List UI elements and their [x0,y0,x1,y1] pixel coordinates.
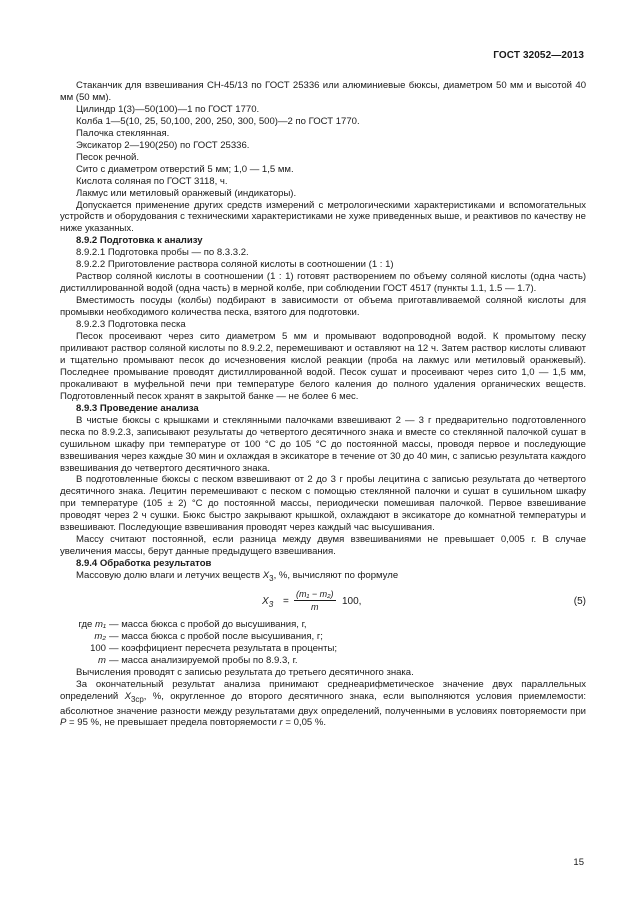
paragraph: Кислота соляная по ГОСТ 3118, ч. [76,175,228,187]
formula-5 [60,587,586,617]
formula-lhs [262,596,273,611]
paragraph: 8.9.2.2 Приготовление раствора соляной кислоты в соотношении (1 : 1) [76,259,394,271]
text-run: , %, вычисляют по формуле [273,570,399,582]
paragraph: Эксикатор 2—190(250) по ГОСТ 25336. [76,139,250,151]
definition-symbol [60,631,109,643]
document-body [60,80,586,729]
definition-prefix: где [78,618,96,630]
section-heading: 8.9.3 Проведение анализа [76,402,199,414]
text-run: Массовую долю влаги и летучих веществ [76,570,263,582]
paragraph: 8.9.2.3 Подготовка песка [76,319,186,331]
text-run: = 95 %, не превышает предела повторяемости [66,717,280,729]
paragraph: Колба 1—5(10, 25, 50,100, 200, 250, 300, 500)—2 по ГОСТ 1770. [76,115,360,127]
definition-symbol [60,619,109,631]
text-run: = 0,05 %. [282,717,326,729]
symbol: m₁ [95,618,106,630]
formula-multiplier: 100, [342,595,362,607]
paragraph [60,679,586,730]
formula-variable: X [262,595,269,607]
standard-header: ГОСТ 32052—2013 [493,50,584,61]
definition-text: — масса бюкса с пробой после высушивания, г; [109,630,323,642]
paragraph: Раствор соляной кислоты в соотношении (1 : 1) готовят растворением по объему соляной кислоты (одна часть) дистиллированной водой (одна часть) в мерной колбе, при соблюдении ГОСТ 4517 (пункты 1.1, 1.5 — 1.7). [60,271,586,295]
paragraph: Лакмус или метиловый оранжевый (индикаторы). [76,187,297,199]
definition-row [60,655,586,667]
formula-equals: = [283,595,289,607]
formula-subscript: 3 [268,598,274,609]
definition-row [60,631,586,643]
variable: X [262,570,270,582]
formula-number: (5) [573,595,586,607]
paragraph: Цилиндр 1(3)—50(100)—1 по ГОСТ 1770. [76,103,260,115]
page-number: 15 [573,857,584,868]
subscript: 3ср [130,694,144,704]
section-heading: 8.9.2 Подготовка к анализу [76,235,203,247]
definition-text: — коэффициент пересчета результата в проценты; [109,642,338,654]
paragraph: Вместимость посуды (колбы) подбирают в зависимости от объема приготавливаемой соляной кислоты для промывки необходимого количества песка, взятого для подготовки. [60,295,586,319]
symbol: m [98,654,106,666]
symbol: m₂ [94,630,106,642]
paragraph: Сито с диаметром отверстий 5 мм; 1,0 — 1,5 мм. [76,163,294,175]
paragraph: Допускается применение других средств измерений с метрологическими характеристиками и вспомогательных устройств и оборудования с техническими характеристиками не хуже приведенных выше, и реактивов по качеству не ниже указанных. [60,199,586,235]
definition-symbol [60,655,109,667]
variable: r [279,717,283,729]
paragraph: В чистые бюксы с крышками и стеклянными палочками взвешивают 2 — 3 г предварительно подготовленного песка по 8.9.2.3, записывают результаты до четвертого десятичного знака и вместе со стеклянной палочкой сушат в сушильном шкафу при температуре от 100 °С до 105 °С до постоянной массы, проводя первое и последующие взвешивания через каждые 30 мин и охлаждая в эксикаторе в течение от 30 до 40 мин, с записью результата каждого взвешивания до четвертого десятичного знака. [60,414,586,474]
paragraph: Палочка стеклянная. [76,127,170,139]
formula-numerator: (m₁ − m₂) [296,588,334,599]
paragraph: Вычисления проводят с записью результата до третьего десятичного знака. [76,666,414,678]
variable: X [124,690,131,702]
paragraph: В подготовленные бюксы с песком взвешивают от 2 до 3 г пробы лецитина с записью результата до четвертого десятичного знака. Лецитин перемешивают с песком с помощью стеклянной палочки и сушат в сушильном шкафу при температуре (105 ± 2) °С до постоянной массы, периодически помешивая палочкой. Первое взвешивание проводят через 2 ч сушки. Бюкс быстро закрывают крышкой, охлаждают в эксикаторе до комнатной температуры и взвешивают. Последующие взвешивания проводят через каждый час высушивания. [60,474,586,534]
paragraph: Стаканчик для взвешивания СН-45/13 по ГОСТ 25336 или алюминиевые бюксы, диаметром 50 мм и высотой 40 мм (50 мм). [60,80,586,103]
paragraph: 8.9.2.1 Подготовка пробы — по 8.3.3.2. [76,247,249,259]
paragraph: Массу считают постоянной, если разница между двумя взвешиваниями не превышает 0,005 г. В случае увеличения массы, берут данные предыдущего взвешивания. [60,534,586,558]
definition-row [60,643,586,655]
paragraph: Песок просеивают через сито диаметром 5 мм и промывают водопроводной водой. К промытому песку приливают раствор соляной кислоты по 8.9.2.2, перемешивают и оставляют на 12 ч. Затем раствор кислоты сливают и тщательно промывают песок до исчезновения кислой реакции (проба на лакмус или метиловый оранжевый). Последнее промывание проводят дистиллированной водой. Песок сушат и просеивают через сито 1,0 — 1,5 мм, прокаливают в муфельной печи при температуре белого каления до полного удаления органических веществ. Подготовленный песок хранят в закрытой банке — не более 6 мес. [60,331,586,402]
subscript: 3 [269,573,274,583]
definition-symbol: 100 [90,642,106,654]
definition-text: — масса бюкса с пробой до высушивания, г, [109,618,307,630]
formula-denominator: m [311,601,319,612]
paragraph [60,570,586,585]
text-run: За окончательный результат анализа принимают среднеарифметическое значение двух параллельных определений [60,678,586,702]
paragraph: Песок речной. [76,151,140,163]
text-run: , %, округленное до второго десятичного знака, если выполняются условия приемлемости: абсолютное значение разности между результатами двух определений, полученными в условиях повторяемости при [60,690,586,717]
section-heading: 8.9.4 Обработка результатов [76,558,212,570]
formula-definitions [60,619,586,667]
definition-text: — масса анализируемой пробы по 8.9.3, г. [109,654,298,666]
definition-row [60,619,586,631]
formula-fraction [294,588,336,613]
variable: P [60,717,67,729]
